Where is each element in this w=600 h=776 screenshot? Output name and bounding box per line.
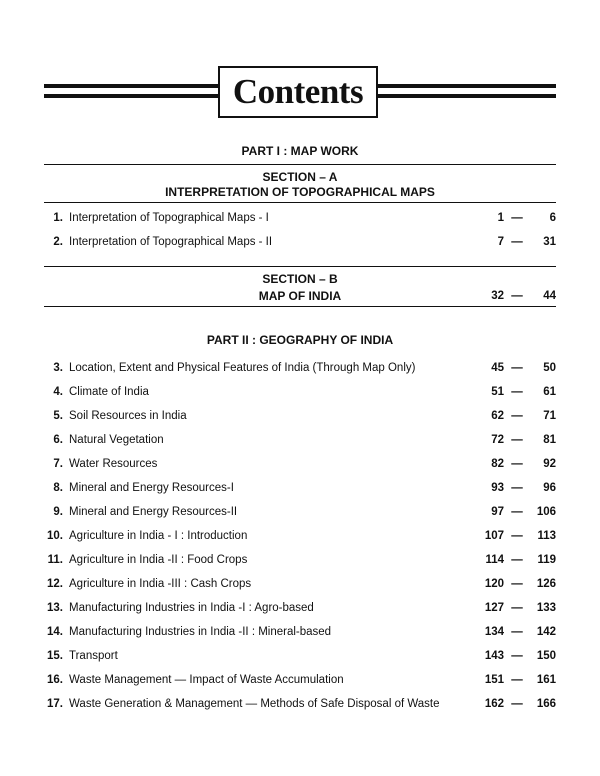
page-to: 133	[536, 602, 556, 614]
entry-number: 14.	[47, 626, 63, 638]
toc-entry[interactable]	[44, 431, 556, 449]
entry-number: 5.	[53, 410, 63, 422]
page-from: 162	[484, 698, 504, 710]
toc-entry[interactable]	[44, 383, 556, 401]
page-to: 31	[543, 236, 556, 248]
title-bar-bottom-left	[44, 94, 220, 98]
page-title-box	[218, 66, 378, 118]
entry-title: Interpretation of Topographical Maps - I	[69, 212, 269, 224]
entry-title: Waste Management — Impact of Waste Accumulation	[69, 674, 344, 686]
part2-heading: PART II : GEOGRAPHY OF INDIA	[206, 333, 394, 347]
page-from: 143	[484, 650, 504, 662]
toc-entry[interactable]	[44, 359, 556, 377]
toc-entry[interactable]	[44, 209, 556, 227]
page-dash: —	[511, 602, 523, 614]
section-b-top-rule	[44, 266, 556, 267]
entry-title: Mineral and Energy Resources-I	[69, 482, 234, 494]
entry-number: 8.	[53, 482, 63, 494]
page-to: 106	[536, 506, 556, 518]
page-to: 126	[536, 578, 556, 590]
page-to: 81	[543, 434, 556, 446]
entry-title: Climate of India	[69, 386, 149, 398]
page-to: 150	[536, 650, 556, 662]
entry-number: 7.	[53, 458, 63, 470]
page-dash: —	[511, 650, 523, 662]
toc-entry[interactable]	[44, 527, 556, 545]
entry-number: 13.	[47, 602, 63, 614]
title-bar-top-left	[44, 84, 220, 88]
entry-title: Water Resources	[69, 458, 158, 470]
toc-entry[interactable]	[44, 503, 556, 521]
entry-number: 10.	[47, 530, 63, 542]
entry-title: Interpretation of Topographical Maps - II	[69, 236, 273, 248]
toc-entry[interactable]	[44, 479, 556, 497]
entry-number: 3.	[53, 362, 63, 374]
entry-number: 15.	[47, 650, 63, 662]
page-dash: —	[511, 530, 523, 542]
page-to: 61	[543, 386, 556, 398]
entry-number: 16.	[47, 674, 63, 686]
page-from: 7	[497, 236, 504, 248]
page-from: 82	[491, 458, 504, 470]
entry-number: 1.	[53, 212, 63, 224]
page-from: 51	[491, 386, 504, 398]
page-to: 142	[536, 626, 556, 638]
page-dash: —	[511, 434, 523, 446]
entry-title: Location, Extent and Physical Features of India (Through Map Only)	[69, 362, 416, 374]
section-a-line2: INTERPRETATION OF TOPOGRAPHICAL MAPS	[165, 185, 435, 199]
page-from: 62	[491, 410, 504, 422]
page-to: 50	[543, 362, 556, 374]
page-to: 113	[537, 530, 556, 542]
page-title: Contents	[232, 72, 364, 111]
page-from: 114	[485, 554, 504, 566]
page-dash: —	[511, 458, 523, 470]
entry-title: Waste Generation & Management — Methods of Safe Disposal of Waste	[69, 698, 440, 710]
page-dash: —	[511, 212, 523, 224]
page-from: 107	[484, 530, 504, 542]
page-dash: —	[511, 362, 523, 374]
page-to: 71	[543, 410, 556, 422]
entry-title: Manufacturing Industries in India -II : Mineral-based	[69, 626, 332, 638]
entry-title: Agriculture in India - I : Introduction	[69, 530, 248, 542]
page-dash: —	[511, 236, 523, 248]
page-from: 45	[491, 362, 504, 374]
entry-number: 4.	[53, 386, 63, 398]
toc-entry[interactable]	[44, 695, 556, 713]
toc-entry[interactable]	[44, 647, 556, 665]
page-dash: —	[511, 410, 523, 422]
entry-title: Agriculture in India -III : Cash Crops	[69, 578, 252, 590]
entry-title: Natural Vegetation	[69, 434, 164, 446]
toc-entry[interactable]	[44, 623, 556, 641]
page-from: 93	[491, 482, 504, 494]
page-to: 161	[536, 674, 556, 686]
title-bar-top-right	[376, 84, 556, 88]
toc-entry[interactable]	[44, 671, 556, 689]
entry-number: 9.	[53, 506, 63, 518]
entry-title: Soil Resources in India	[69, 410, 187, 422]
page-dash: —	[511, 554, 523, 566]
page-to: 6	[549, 212, 556, 224]
page-to: 166	[536, 698, 556, 710]
toc-entry[interactable]	[44, 551, 556, 569]
entry-number: 12.	[47, 578, 63, 590]
page-dash: —	[511, 674, 523, 686]
entry-number: 6.	[53, 434, 63, 446]
entry-number: 2.	[53, 236, 63, 248]
page-to: 119	[537, 554, 556, 566]
section-a-bottom-rule	[44, 202, 556, 203]
page-from: 151	[484, 674, 504, 686]
toc-entry[interactable]	[44, 407, 556, 425]
page-to: 92	[543, 458, 556, 470]
page-from: 134	[484, 626, 504, 638]
entry-title: Agriculture in India -II : Food Crops	[69, 554, 248, 566]
section-b-bottom-rule	[44, 306, 556, 307]
title-bar-bottom-right	[376, 94, 556, 98]
section-a-top-rule	[44, 164, 556, 165]
page-to: 96	[543, 482, 556, 494]
page-dash: —	[511, 506, 523, 518]
toc-entry[interactable]	[44, 455, 556, 473]
page-from: 127	[484, 602, 504, 614]
section-a-line1: SECTION – A	[262, 170, 338, 184]
page-from: 1	[497, 212, 504, 224]
page-to: 44	[543, 290, 556, 302]
entry-title: Manufacturing Industries in India -I : Agro-based	[69, 602, 314, 614]
entry-number: 17.	[47, 698, 63, 710]
section-b-line1: SECTION – B	[262, 272, 338, 286]
page-from: 72	[491, 434, 504, 446]
page-dash: —	[511, 626, 523, 638]
page-from: 32	[491, 290, 504, 302]
entry-title: Transport	[69, 650, 118, 662]
page-dash: —	[511, 578, 523, 590]
page-from: 120	[484, 578, 504, 590]
page-dash: —	[511, 386, 523, 398]
section-b-line2: MAP OF INDIA	[258, 289, 342, 303]
page-from: 97	[491, 506, 504, 518]
page-dash: —	[511, 290, 523, 302]
section-b-row[interactable]	[44, 287, 556, 305]
entry-number: 11.	[47, 554, 63, 566]
toc-entry[interactable]	[44, 575, 556, 593]
toc-entry[interactable]	[44, 233, 556, 251]
page-dash: —	[511, 482, 523, 494]
part1-heading: PART I : MAP WORK	[241, 144, 359, 158]
toc-entry[interactable]	[44, 599, 556, 617]
entry-title: Mineral and Energy Resources-II	[69, 506, 238, 518]
page-dash: —	[511, 698, 523, 710]
